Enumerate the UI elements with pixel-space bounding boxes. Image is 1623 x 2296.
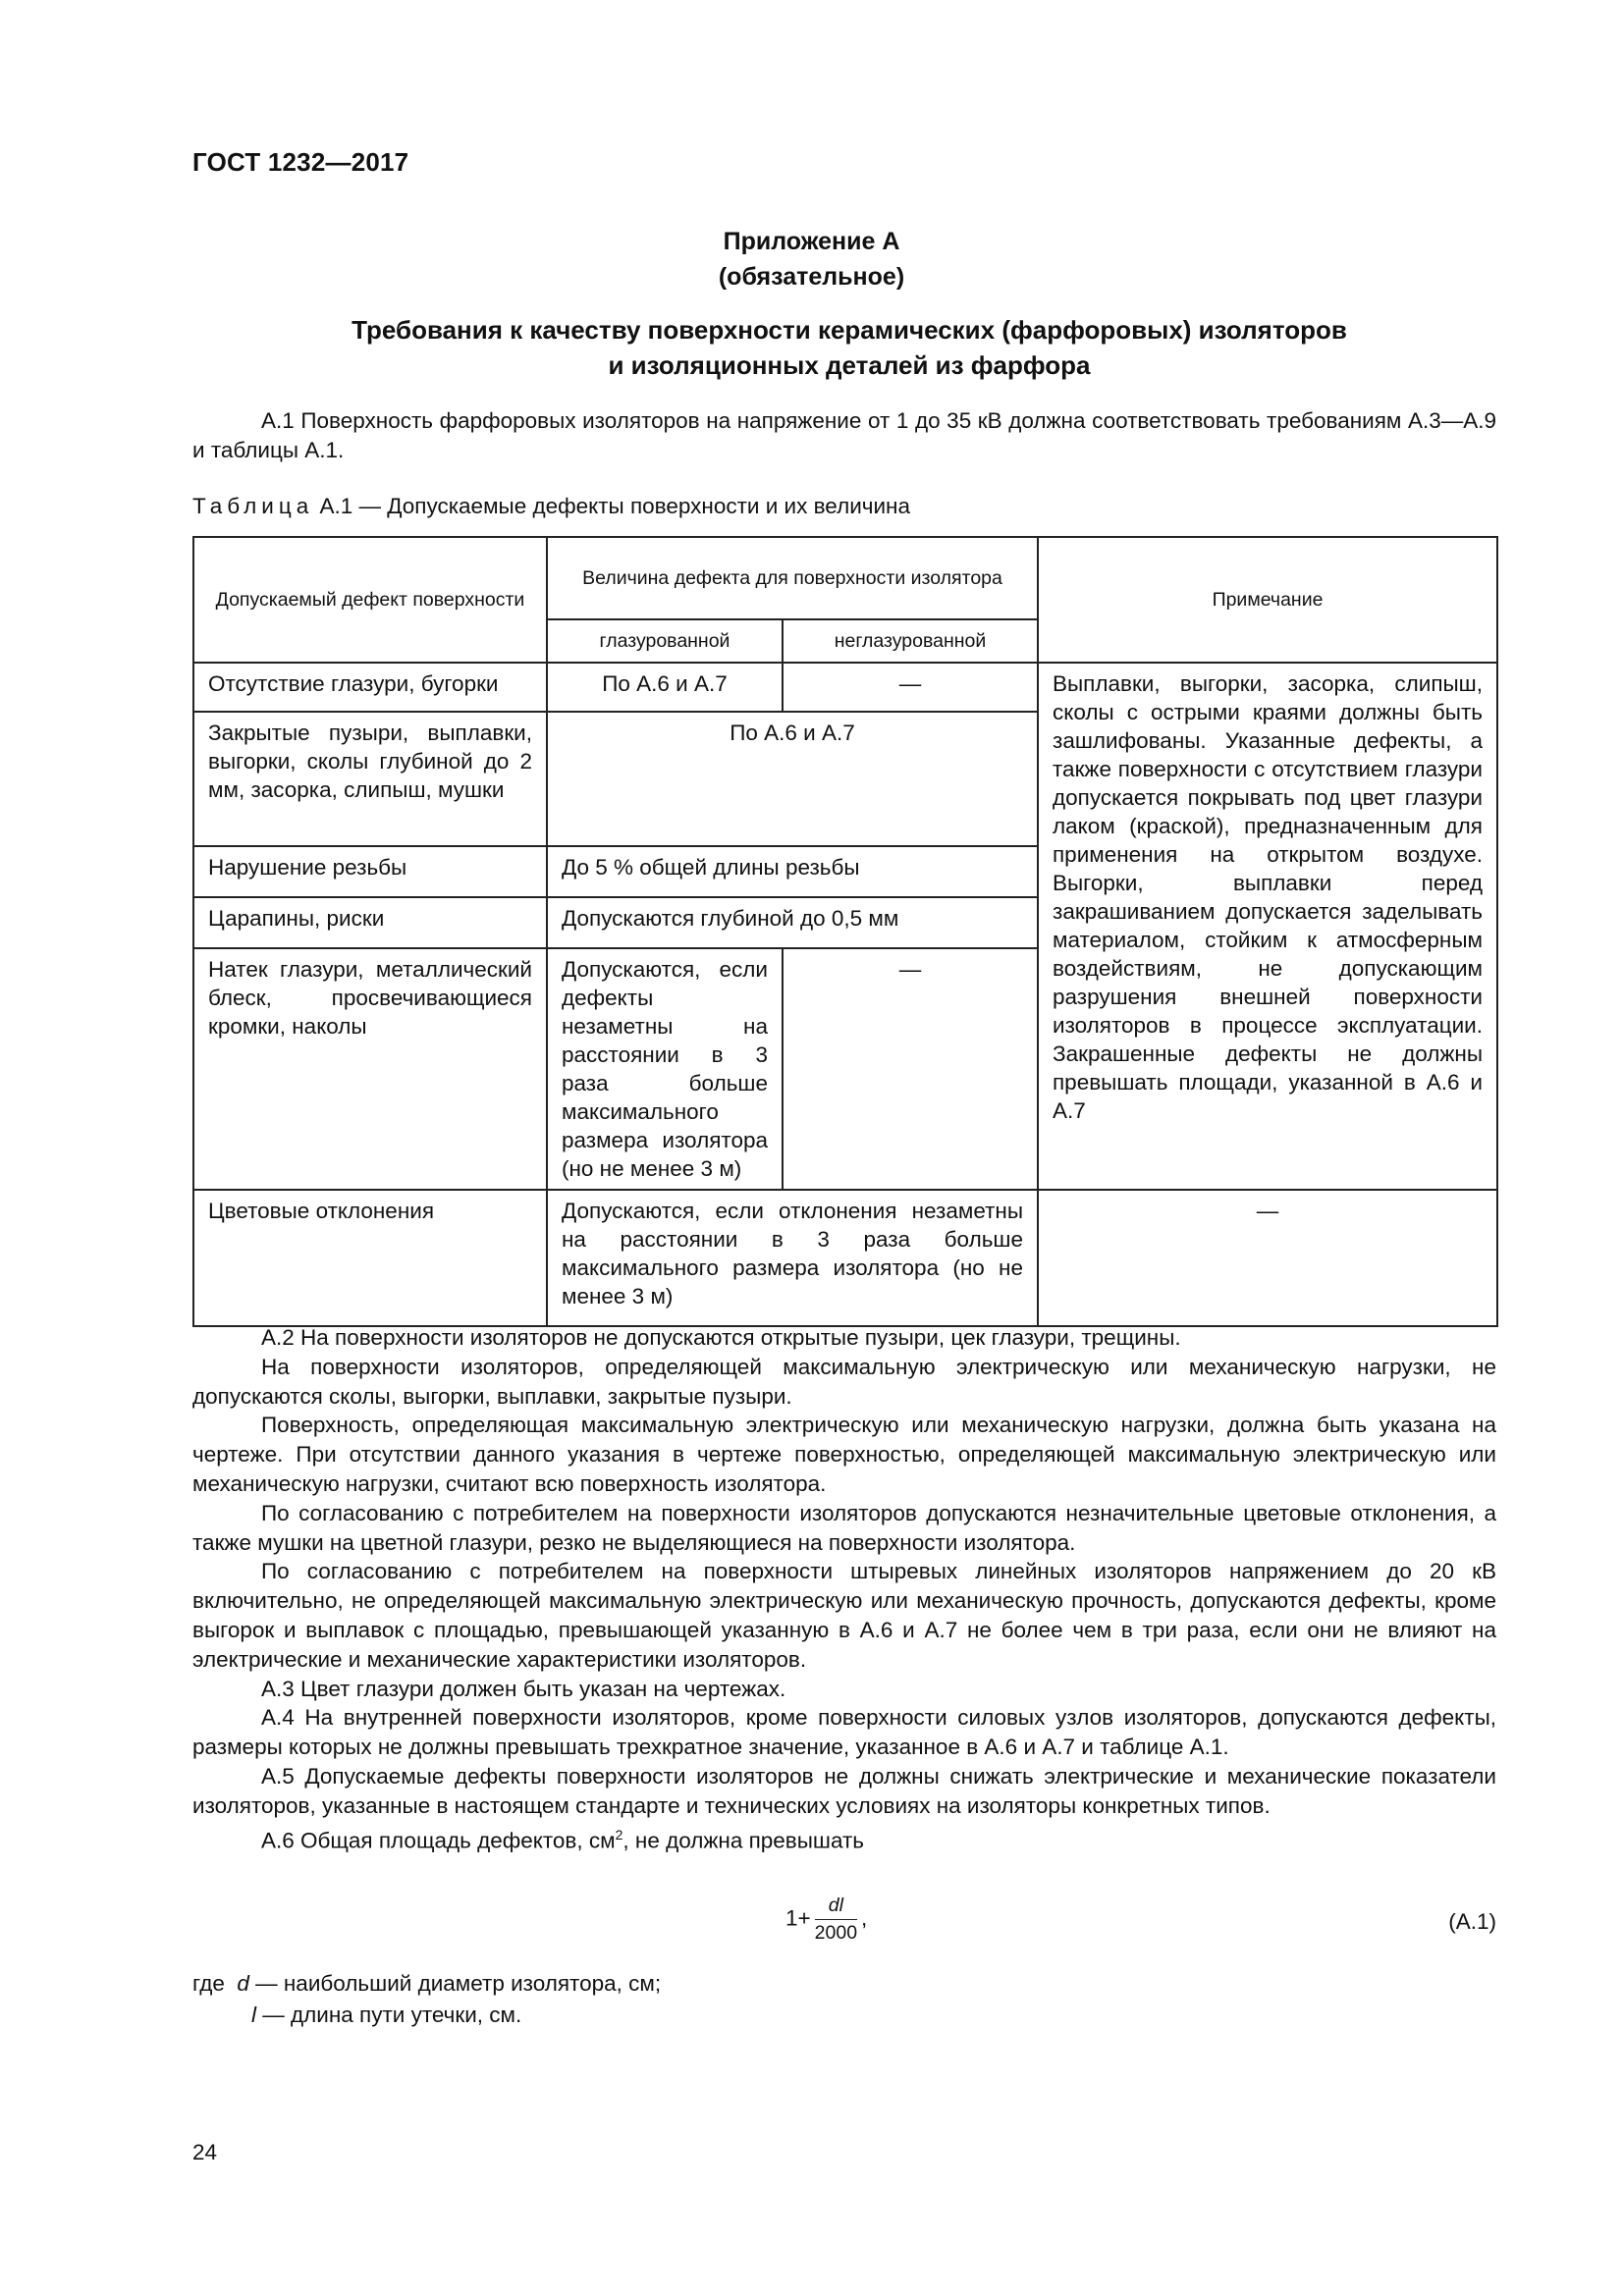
legend-d: где d — наибольший диаметр изолятора, см; bbox=[192, 1971, 662, 1996]
table-caption-text: А.1 — Допускаемые дефекты поверхности и их величина bbox=[319, 494, 910, 518]
formula-numerator: dl bbox=[815, 1895, 857, 1920]
document-title-line1: Требования к качеству поверхности керамических (фарфоровых) изоляторов bbox=[352, 315, 1347, 345]
paragraph-a1: А.1 Поверхность фарфоровых изоляторов на напряжение от 1 до 35 кВ должна соответствовать требованиям А.3—А.9 и таблицы А.1. bbox=[192, 408, 1496, 462]
table-header-row bbox=[193, 537, 1497, 619]
cell-value: По А.6 и А.7 bbox=[547, 712, 1038, 846]
header-defect: Допускаемый дефект поверхности bbox=[193, 537, 547, 663]
table-caption-word: Таблица bbox=[192, 494, 314, 518]
header-size: Величина дефекта для поверхности изолятора bbox=[547, 537, 1038, 619]
cell-defect: Натек глазури, металлический блеск, просвечивающиеся кромки, наколы bbox=[193, 948, 547, 1190]
cell-unglazed: — bbox=[783, 663, 1038, 712]
paragraph-a4: А.4 На внутренней поверхности изоляторов, кроме поверхности силовых узлов изоляторов, допускаются дефекты, размеры которых не должны превышать трехкратное значение, указанное в А.6 и А.7 и таблице А.1. bbox=[192, 1705, 1496, 1760]
cell-unglazed: — bbox=[783, 948, 1038, 1190]
table-row bbox=[193, 1190, 1497, 1326]
header-note: Примечание bbox=[1038, 537, 1497, 663]
cell-defect: Нарушение резьбы bbox=[193, 846, 547, 897]
cell-value: Допускаются, если отклонения незаметны на расстоянии в 3 раза больше максимального размера изолятора (но не менее 3 м) bbox=[547, 1190, 1038, 1326]
paragraph: Поверхность, определяющая максимальную электрическую или механическую нагрузки, должна быть указана на чертеже. При отсутствии данного указания в чертеже поверхностью, определяющей максимальную электрическую или механическую нагрузки, считают всю поверхность изолятора. bbox=[192, 1413, 1496, 1496]
formula-trail: , bbox=[861, 1905, 868, 1931]
cell-glazed: Допускаются, если дефекты незаметны на расстоянии в 3 раза больше максимального размера изолятора (но не менее 3 м) bbox=[547, 948, 783, 1190]
paragraph-a6: А.6 Общая площадь дефектов, $см^2$, не должна превышать bbox=[261, 1826, 865, 1853]
cell-defect: Закрытые пузыри, выплавки, выгорки, сколы глубиной до 2 мм, засорка, слипыш, мушки bbox=[193, 712, 547, 846]
cell-glazed: По А.6 и А.7 bbox=[547, 663, 783, 712]
legend-l: l — длина пути утечки, см. bbox=[251, 2002, 522, 2027]
cell-defect: Царапины, риски bbox=[193, 897, 547, 948]
table-row bbox=[193, 663, 1497, 712]
cell-value: До 5 % общей длины резьбы bbox=[547, 846, 1038, 897]
document-title-line2: и изоляционных деталей из фарфора bbox=[608, 350, 1091, 380]
cell-value: Допускаются глубиной до 0,5 мм bbox=[547, 897, 1038, 948]
standard-header: ГОСТ 1232—2017 bbox=[192, 147, 409, 177]
header-unglazed: неглазурованной bbox=[783, 619, 1038, 663]
table-caption bbox=[192, 494, 910, 519]
formula-a1 bbox=[785, 1895, 867, 1945]
formula-fraction bbox=[815, 1895, 857, 1945]
header-glazed: глазурованной bbox=[547, 619, 783, 663]
formula-number: (А.1) bbox=[1448, 1909, 1496, 1934]
paragraph-a3: А.3 Цвет глазури должен быть указан на чертежах. bbox=[261, 1676, 786, 1701]
formula-denominator: 2000 bbox=[814, 1922, 858, 1944]
page-number: 24 bbox=[192, 2140, 218, 2164]
document-title bbox=[245, 312, 1453, 383]
paragraph: По согласованию с потребителем на поверхности изоляторов допускаются незначительные цветовые отклонения, а также мушки на цветной глазури, резко не выделяющиеся на поверхности изолятора. bbox=[192, 1500, 1496, 1555]
intro-paragraph bbox=[192, 406, 1496, 465]
appendix-status: (обязательное) bbox=[718, 263, 905, 291]
paragraph-a5: А.5 Допускаемые дефекты поверхности изоляторов не должны снижать электрические и механические показатели изоляторов, указанные в настоящем стандарте и технических условиях на изоляторы конкретных типов. bbox=[192, 1763, 1496, 1818]
defects-table bbox=[192, 536, 1498, 1327]
paragraph-a2: А.2 На поверхности изоляторов не допускаются открытые пузыри, цек глазури, трещины. bbox=[261, 1325, 1181, 1350]
appendix-heading bbox=[0, 224, 1623, 294]
cell-shared-note: Выплавки, выгорки, засорка, слипыш, сколы с острыми краями должны быть зашлифованы. Указанные дефекты, а также поверхности с отсутствием глазури допускается покрывать под цвет глазури лаком (краской), предназначенным для применения на открытом воздухе. Выгорки, выплавки перед закрашиванием допускается заделывать материалом, стойким к атмосферным воздействиям, не допускающим разрушения внешней поверхности изоляторов в процессе эксплуатации. Закрашенные дефекты не должны превышать площади, указанной в А.6 и А.7 bbox=[1038, 663, 1497, 1190]
cell-defect: Цветовые отклонения bbox=[193, 1190, 547, 1326]
appendix-title: Приложение А bbox=[723, 228, 900, 255]
paragraph: По согласованию с потребителем на поверхности штыревых линейных изоляторов напряжением до 20 кВ включительно, не определяющей максимальную электрическую или механическую прочность, допускаются дефекты, кроме выгорок и выплавок с площадью, превышающей указанную в А.6 и А.7 не более чем в три раза, если они не влияют на электрические и механические характеристики изоляторов. bbox=[192, 1559, 1496, 1672]
cell-defect: Отсутствие глазури, бугорки bbox=[193, 663, 547, 712]
body-text bbox=[192, 1323, 1496, 1855]
cell-note: — bbox=[1038, 1190, 1497, 1326]
where-legend bbox=[192, 1968, 661, 2031]
paragraph: На поверхности изоляторов, определяющей максимальную электрическую или механическую нагрузки, не допускаются сколы, выгорки, выплавки, закрытые пузыри. bbox=[192, 1354, 1496, 1409]
formula-lead: 1+ bbox=[785, 1905, 811, 1931]
